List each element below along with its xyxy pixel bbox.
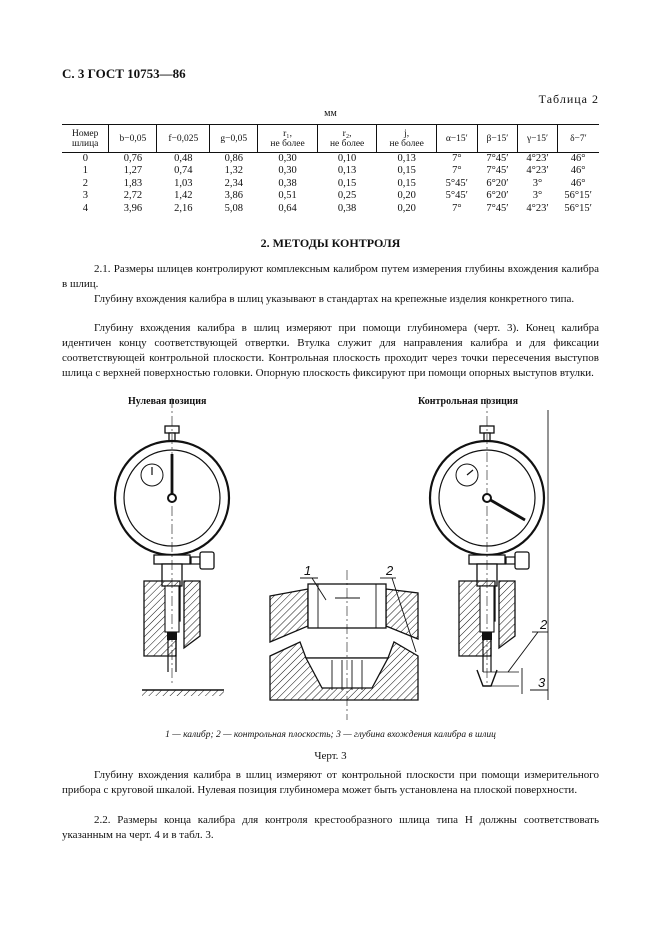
gauge-zero-position (115, 398, 229, 696)
table-header-text: шлица (71, 138, 99, 149)
table-header-text: r₂, (342, 128, 352, 139)
table-header-text: не более (389, 138, 424, 149)
table-cell: 0,38 (278, 177, 297, 189)
table-cell: 2,72 (123, 190, 143, 202)
table-cell: 7° (452, 153, 462, 164)
table-cell: 0,20 (397, 202, 416, 214)
callout-3-right: 3 (538, 675, 546, 690)
table-cell: 5°45′ (445, 177, 468, 189)
table-header-text: не более (329, 138, 365, 149)
table-cell: 0,25 (337, 190, 357, 202)
table-cell: 0,51 (278, 190, 297, 202)
paragraph-measure-depth: Глубину вхождения калибра в шлиц измеряют от контрольной плоскости при помощи измерительного прибора с круговой шкалой. Нулевая позиция глубиномера может быть установлена на плоской поверхности. (62, 769, 599, 796)
table-caption: Таблица 2 (538, 92, 599, 106)
table-cell: 46° (570, 153, 586, 164)
table-cell: 56°15′ (564, 190, 592, 202)
table-cell: 7° (452, 202, 462, 214)
paragraph-2-1: 2.1. Размеры шлицев контролируют комплексным калибром путем измерения глубины вхождения калибра в шлиц. (62, 263, 599, 290)
table-header-text: β−15′ (486, 133, 509, 144)
table-header-text: не более (270, 138, 305, 149)
table-cell: 3° (532, 190, 543, 202)
table-cell: 7° (452, 165, 462, 177)
table-header-text: Номер (71, 128, 99, 139)
table-cell: 0,38 (337, 202, 357, 214)
table-cell: 0,86 (224, 153, 243, 164)
table-cell: 46° (570, 177, 586, 189)
table-cell: 1,42 (174, 190, 193, 202)
table-cell: 0,74 (174, 165, 193, 177)
unit-label: мм (324, 108, 337, 119)
table-cell: 2,16 (174, 202, 193, 214)
table-cell: 0,15 (397, 165, 416, 177)
table-header-text: b−0,05 (119, 133, 147, 144)
table-header-text: α−15′ (445, 133, 468, 144)
table-cell: 0,76 (123, 153, 143, 164)
table-cell: 0,15 (397, 177, 416, 189)
callout-2-right: 2 (540, 617, 548, 632)
table-cell: 1,83 (123, 177, 143, 189)
table-cell: 4°23′ (526, 202, 549, 214)
table-header-text: γ−15′ (526, 133, 549, 144)
table-cell: 3,86 (224, 190, 243, 202)
callout-1-center: 1 (304, 563, 312, 578)
figure-legend: 1 — калибр; 2 — контрольная плоскость; 3 — глубина вхождения калибра в шлиц (165, 730, 496, 740)
callout-2-center: 2 (386, 563, 394, 578)
table-cell: 7°45′ (486, 165, 509, 177)
table-cell: 1 (82, 165, 89, 177)
table-header-text: f−0,025 (168, 133, 199, 144)
table-cell: 0,10 (337, 153, 357, 164)
table-cell: 0,13 (337, 165, 357, 177)
paragraph-2-2: 2.2. Размеры конца калибра для контроля крестообразного шлица типа Н должны соответствовать указанным на черт. 4 и в табл. 3. (62, 814, 599, 841)
table-cell: 6°20′ (486, 177, 509, 189)
table-cell: 1,27 (123, 165, 143, 177)
table-cell: 56°15′ (564, 202, 592, 214)
table-cell: 0,13 (397, 153, 416, 164)
table-cell: 1,03 (174, 177, 193, 189)
section-title: 2. МЕТОДЫ КОНТРОЛЯ (260, 236, 401, 250)
figure-label-control-position: Контрольная позиция (418, 396, 519, 407)
table-cell: 5°45′ (445, 190, 468, 202)
figure-caption: Черт. 3 (314, 750, 347, 762)
table-cell: 0,30 (278, 165, 297, 177)
table-cell: 7°45′ (486, 202, 509, 214)
table-cell: 6°20′ (486, 190, 509, 202)
table-cell: 1,32 (224, 165, 243, 177)
table-cell: 0,20 (397, 190, 416, 202)
table-cell: 7°45′ (486, 153, 509, 164)
table-cell: 0,48 (174, 153, 193, 164)
table-cell: 5,08 (224, 202, 243, 214)
figure-label-zero-position: Нулевая позиция (128, 396, 207, 407)
paragraph-depth-spec: Глубину вхождения калибра в шлиц указывают в стандартах на крепежные изделия конкретного типа. (94, 293, 575, 305)
table-cell: 0,64 (278, 202, 297, 214)
table-cell: 3° (532, 177, 543, 189)
table-cell: 2,34 (224, 177, 243, 189)
table-cell: 4 (82, 202, 89, 214)
table-cell: 46° (570, 165, 586, 177)
table-cell: 0 (82, 153, 89, 164)
table-header-text: g−0,05 (220, 133, 248, 144)
table-cell: 3,96 (123, 202, 143, 214)
table-header-text: j, (404, 128, 410, 139)
table-cell: 0,30 (278, 153, 297, 164)
table-header-text: δ−7′ (570, 133, 587, 144)
table-cell: 3 (82, 190, 89, 202)
table-cell: 4°23′ (526, 165, 549, 177)
screw-head-section (270, 570, 418, 720)
paragraph-depth-gauge: Глубину вхождения калибра в шлиц измеряют при помощи глубиномера (черт. 3). Конец калибра идентичен концу соответствующей отвертки. Втулка служит для направления калибра и для фиксации соответствующей контрольной плоскости. Контрольная плоскость проходит через точки пересечения выступов шлица с верхней поверхностью головки. Опорную плоскость фиксируют при помощи опорных выступов втулки. (62, 322, 599, 379)
table-header-text: r₁, (283, 128, 292, 139)
table-cell: 2 (82, 177, 89, 189)
table-cell: 0,15 (337, 177, 357, 189)
page-header: С. 3 ГОСТ 10753—86 (62, 66, 186, 81)
table-cell: 4°23′ (526, 153, 549, 164)
gauge-control-position (430, 398, 544, 686)
